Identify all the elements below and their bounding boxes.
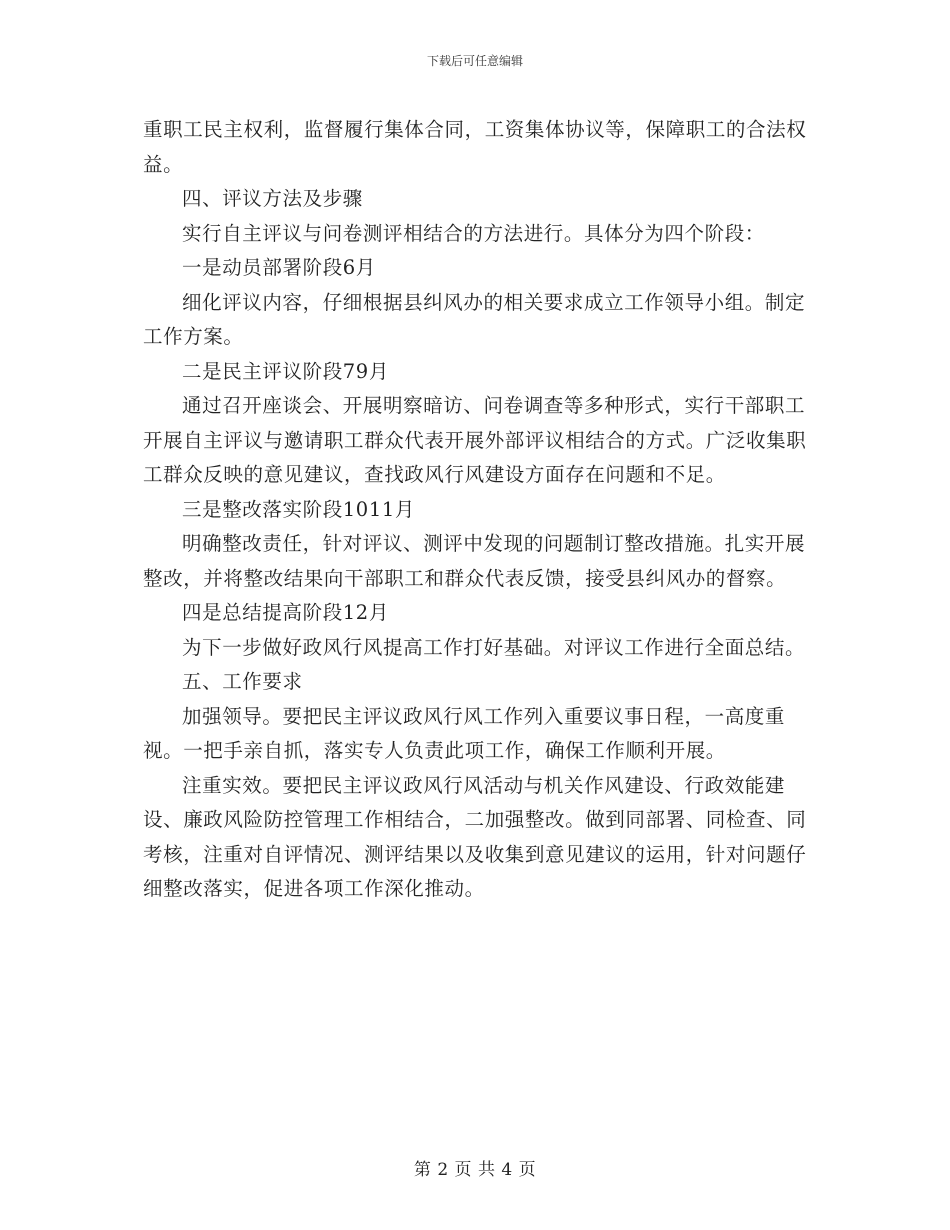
page-number-footer: 第 2 页 共 4 页 — [413, 1160, 537, 1180]
stage-heading: 二是民主评议阶段79月 — [182, 359, 389, 383]
section-heading: 五、工作要求 — [182, 670, 303, 693]
paragraph: 重职工民主权利，监督履行集体合同，工资集体协议等，保障职工的合法权益。 — [143, 118, 807, 176]
paragraph: 注重实效。要把民主评议政风行风活动与机关作风建设、行政效能建设、廉政风险防控管理工作相结合，二加强整改。做到同部署、同检查、同考核，注重对自评情况、测评结果以及收集到意见建议的运用，针对问题仔细整改落实，促进各项工作深化推动。 — [143, 773, 807, 900]
paragraph: 加强领导。要把民主评议政风行风工作列入重要议事日程，一高度重视。一把手亲自抓，落实专人负责此项工作，确保工作顺利开展。 — [143, 704, 786, 762]
stage-heading: 三是整改落实阶段1011月 — [182, 497, 415, 521]
stage-heading: 一是动员部署阶段6月 — [182, 256, 376, 279]
paragraph: 明确整改责任，针对评议、测评中发现的问题制订整改措施。扎实开展整改，并将整改结果向干部职工和群众代表反馈，接受县纠风办的督察。 — [143, 532, 806, 590]
paragraph: 通过召开座谈会、开展明察暗访、问卷调查等多种形式，实行干部职工开展自主评议与邀请职工群众代表开展外部评议相结合的方式。广泛收集职工群众反映的意见建议，查找政风行风建设方面存在问题和不足。 — [143, 394, 807, 486]
paragraph: 为下一步做好政风行风提高工作打好基础。对评议工作进行全面总结。 — [182, 635, 806, 659]
section-heading: 四、评议方法及步骤 — [182, 187, 363, 210]
paragraph: 实行自主评议与问卷测评相结合的方法进行。具体分为四个阶段： — [182, 221, 765, 245]
document-body — [143, 113, 823, 907]
stage-heading: 四是总结提高阶段12月 — [182, 601, 389, 624]
page-header-note: 下载后可任意编辑 — [426, 54, 523, 68]
paragraph: 细化评议内容，仔细根据县纠风办的相关要求成立工作领导小组。制定工作方案。 — [143, 290, 806, 348]
